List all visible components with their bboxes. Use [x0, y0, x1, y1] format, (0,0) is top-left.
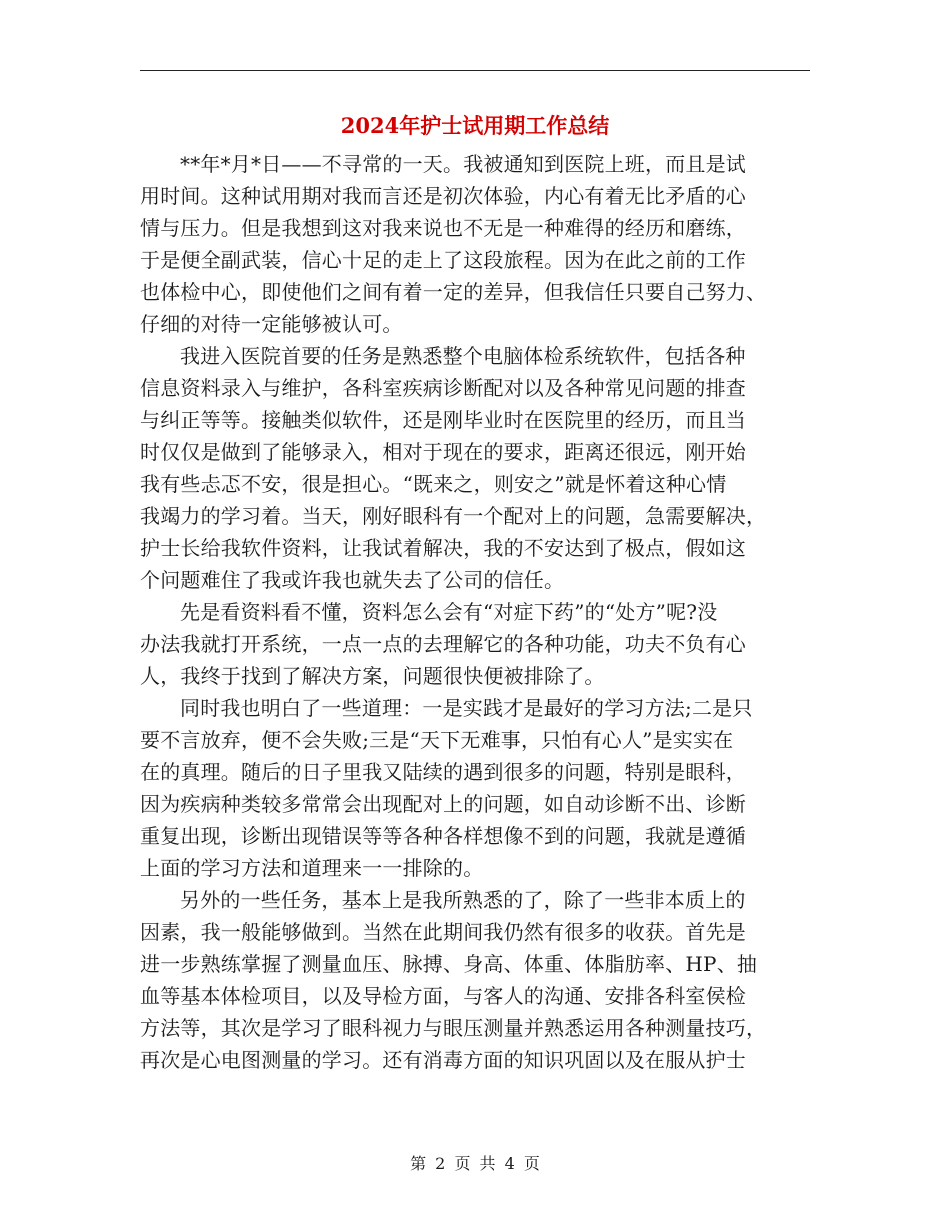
text-line: 先是看资料看不懂，资料怎么会有“对症下药”的“处方”呢?没 [180, 600, 718, 624]
text-line: 在的真理。随后的日子里我又陆续的遇到很多的问题，特别是眼科， [140, 760, 746, 784]
document-body [140, 148, 810, 1076]
text-line: 我进入医院首要的任务是熟悉整个电脑体检系统软件，包括各种 [180, 344, 746, 368]
text-line: 情与压力。但是我想到这对我来说也不无是一种难得的经历和磨练， [140, 216, 746, 240]
text-line: 护士长给我软件资料，让我试着解决，我的不安达到了极点，假如这 [140, 536, 746, 560]
text-line: 信息资料录入与维护，各科室疾病诊断配对以及各种常见问题的排查 [140, 376, 746, 400]
text-line: 方法等，其次是学习了眼科视力与眼压测量并熟悉运用各种测量技巧， [140, 1016, 767, 1040]
text-line: 因素，我一般能够做到。当然在此期间我仍然有很多的收获。首先是 [140, 920, 746, 944]
text-line: 我竭力的学习着。当天，刚好眼科有一个配对上的问题，急需要解决， [140, 504, 767, 528]
text-line: 于是便全副武装，信心十足的走上了这段旅程。因为在此之前的工作 [140, 248, 746, 272]
text-line: 上面的学习方法和道理来一一排除的。 [140, 856, 484, 880]
paragraph [140, 596, 810, 692]
text-line: 时仅仅是做到了能够录入，相对于现在的要求，距离还很远，刚开始 [140, 440, 746, 464]
text-line: 因为疾病种类较多常常会出现配对上的问题，如自动诊断不出、诊断 [140, 792, 746, 816]
text-line: 同时我也明白了一些道理：一是实践才是最好的学习方法;二是只 [180, 696, 753, 720]
page-footer: 第 2 页 共 4 页 [410, 1154, 540, 1173]
paragraph [140, 884, 810, 1076]
header-rule [140, 70, 810, 71]
text-line: 重复出现，诊断出现错误等等各种各样想像不到的问题，我就是遵循 [140, 824, 746, 848]
paragraph [140, 148, 810, 340]
paragraph [140, 692, 810, 884]
text-line: 个问题难住了我或许我也就失去了公司的信任。 [140, 568, 565, 592]
text-line: 血等基本体检项目，以及导检方面，与客人的沟通、安排各科室侯检 [140, 984, 746, 1008]
text-line: **年*月*日——不寻常的一天。我被通知到医院上班，而且是试 [180, 152, 746, 176]
text-line: 我有些忐忑不安，很是担心。“既来之，则安之”就是怀着这种心情 [140, 472, 727, 496]
text-line: 人，我终于找到了解决方案，问题很快便被排除了。 [140, 664, 605, 688]
text-line: 进一步熟练掌握了测量血压、脉搏、身高、体重、体脂肪率、HP、抽 [140, 952, 758, 976]
text-line: 用时间。这种试用期对我而言还是初次体验，内心有着无比矛盾的心 [140, 184, 746, 208]
text-line: 办法我就打开系统，一点一点的去理解它的各种功能，功夫不负有心 [140, 632, 746, 656]
text-line: 另外的一些任务，基本上是我所熟悉的了，除了一些非本质上的 [180, 888, 746, 912]
document-title: 2024年护士试用期工作总结 [340, 113, 610, 138]
paragraph [140, 340, 810, 596]
text-line: 与纠正等等。接触类似软件，还是刚毕业时在医院里的经历，而且当 [140, 408, 746, 432]
text-line: 再次是心电图测量的学习。还有消毒方面的知识巩固以及在服从护士 [140, 1048, 746, 1072]
text-line: 仔细的对待一定能够被认可。 [140, 312, 403, 336]
text-line: 要不言放弃，便不会失败;三是“天下无难事，只怕有心人”是实实在 [140, 728, 734, 752]
text-line: 也体检中心，即使他们之间有着一定的差异，但我信任只要自己努力、 [140, 280, 767, 304]
